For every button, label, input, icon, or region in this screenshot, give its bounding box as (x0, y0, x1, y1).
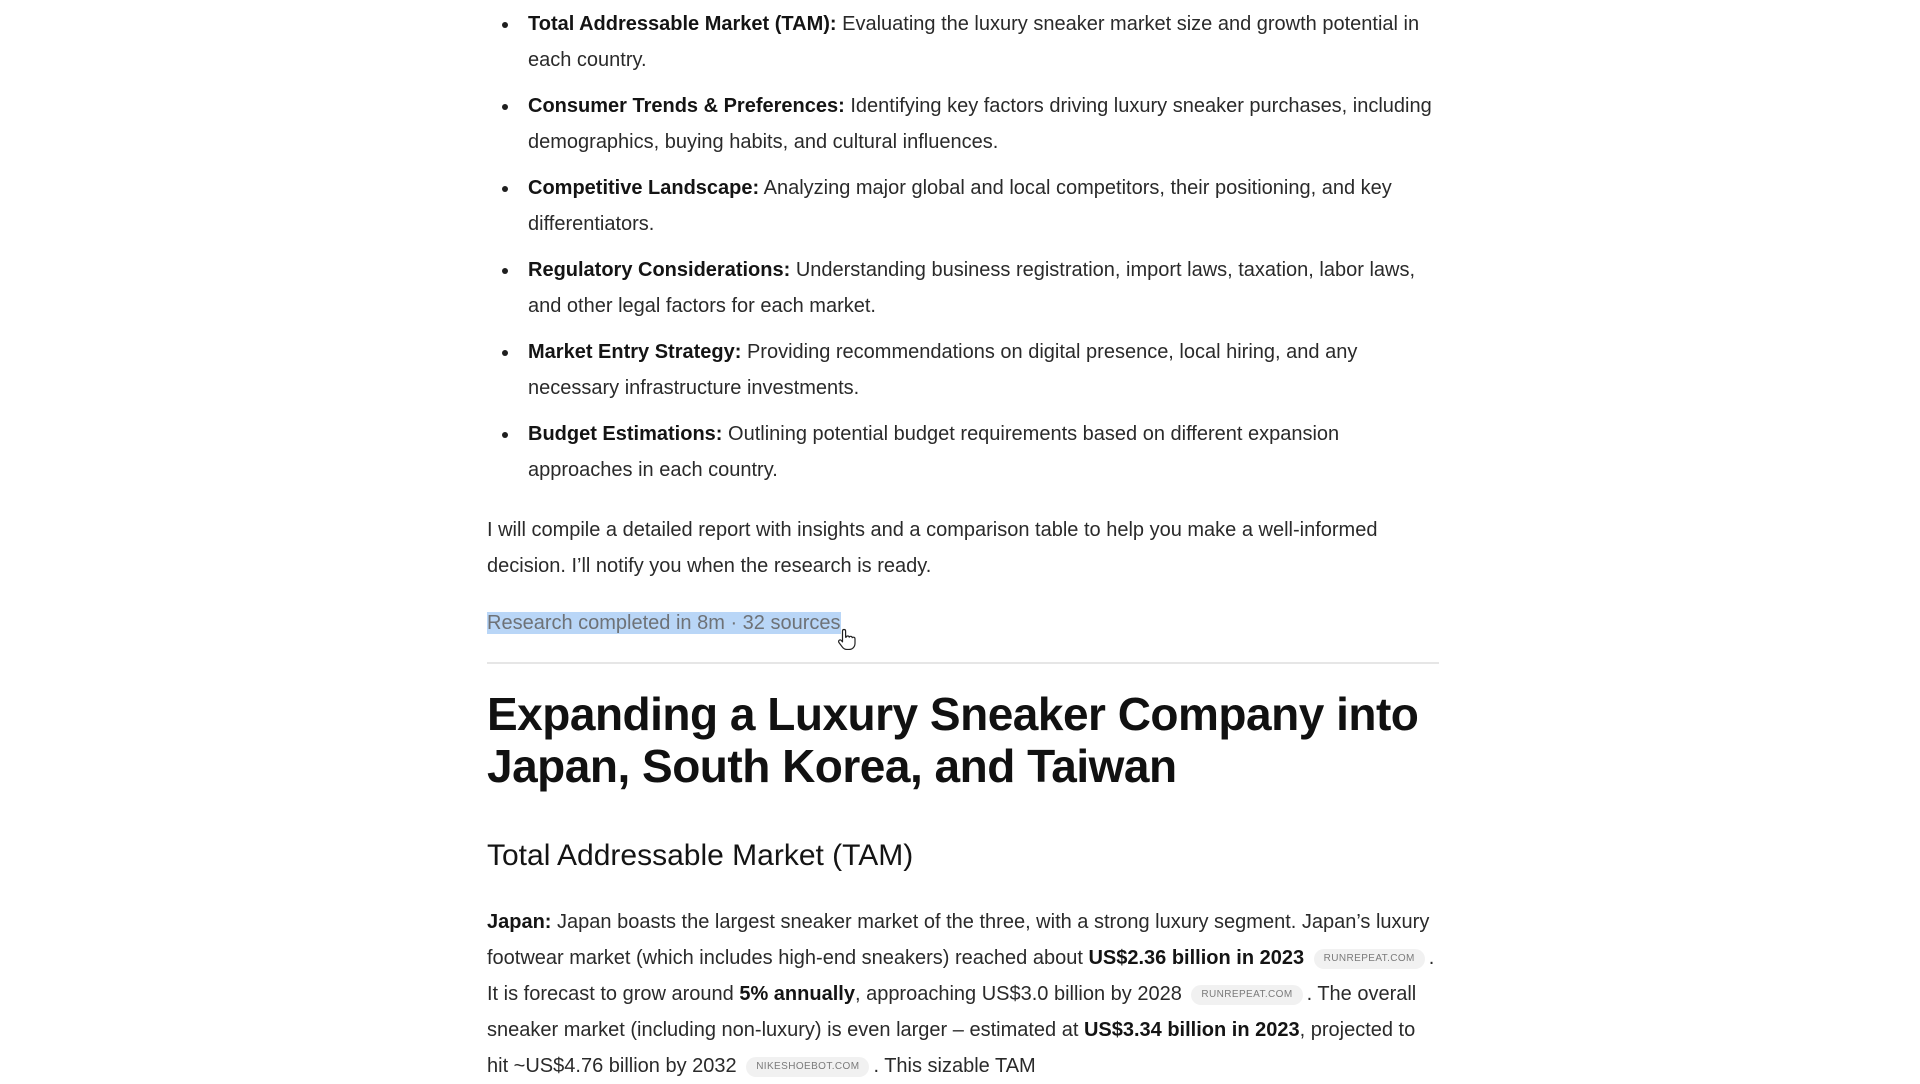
paragraph-text: , approaching US$3.0 billion by 2028 (854, 983, 1182, 1005)
list-item-term: Competitive Landscape: (528, 177, 760, 199)
highlight-figure: 5% annually (739, 983, 855, 1005)
list-item-term: Total Addressable Market (TAM): (528, 13, 837, 35)
paragraph-text: Japan boasts the largest sneaker market of the three, with a strong luxury segment. Japan’s luxury footwear market (which includes high-end sneakers) reached about (487, 911, 1430, 969)
bullet-icon (502, 186, 508, 192)
list-item-text: Identifying key factors driving luxury sneaker purchases, including demographics, buying habits, and cultural influences. (528, 95, 1432, 153)
report-document (487, 0, 1439, 1084)
list-item (487, 252, 1439, 324)
highlight-figure: US$2.36 billion in 2023 (1088, 947, 1305, 969)
list-item-term: Consumer Trends & Preferences: (528, 95, 845, 117)
list-item-text: Outlining potential budget requirements based on different expansion approaches in each country. (528, 423, 1340, 481)
summary-text: I will compile a detailed report with insights and a comparison table to help you make a well-informed decision. I’ll notify you when the research is ready. (487, 519, 1378, 577)
list-item (487, 88, 1439, 160)
list-item-text: Analyzing major global and local competitors, their positioning, and key differentiators. (528, 177, 1392, 235)
list-item (487, 170, 1439, 242)
list-item-text: Understanding business registration, import laws, taxation, labor laws, and other legal factors for each market. (528, 259, 1416, 317)
list-item (487, 6, 1439, 78)
research-status-toggle[interactable] (487, 608, 841, 638)
japan-paragraph (487, 904, 1439, 1084)
paragraph-text: . The overall sneaker market (including non-luxury) is even larger – estimated at (487, 983, 1417, 1041)
paragraph-text: . This sizable TAM (873, 1055, 1036, 1077)
list-item-text: Providing recommendations on digital presence, local hiring, and any necessary infrastructure investments. (528, 341, 1358, 399)
section-heading-tam: Total Addressable Market (TAM) (487, 839, 914, 872)
section-divider (487, 662, 1439, 664)
list-item (487, 334, 1439, 406)
bullet-icon (502, 22, 508, 28)
list-item-term: Regulatory Considerations: (528, 259, 791, 281)
paragraph-text: . It is forecast to grow around (487, 947, 1435, 1005)
bullet-icon (502, 350, 508, 356)
paragraph-text: , projected to hit ~US$4.76 billion by 2032 (487, 1019, 1416, 1077)
list-item-term: Market Entry Strategy: (528, 341, 742, 363)
paragraph-label: Japan: (487, 911, 552, 933)
bullet-icon (502, 104, 508, 110)
list-item-text: Evaluating the luxury sneaker market size and growth potential in each country. (528, 13, 1420, 71)
list-item-term: Budget Estimations: (528, 423, 723, 445)
list-item (487, 416, 1439, 488)
highlight-figure: US$3.34 billion in 2023 (1083, 1019, 1300, 1041)
hand-cursor-icon (837, 628, 857, 650)
source-citation-chip[interactable]: RUNREPEAT.COM (1191, 985, 1302, 1005)
research-plan-list (487, 6, 1439, 488)
research-status-label: Research completed in 8m · 32 sources (487, 612, 841, 634)
bullet-icon (502, 268, 508, 274)
source-citation-chip[interactable]: RUNREPEAT.COM (1314, 949, 1425, 969)
report-title: Expanding a Luxury Sneaker Company into Japan, South Korea, and Taiwan (487, 688, 1419, 792)
bullet-icon (502, 432, 508, 438)
source-citation-chip[interactable]: NIKESHOEBOT.COM (746, 1057, 869, 1077)
